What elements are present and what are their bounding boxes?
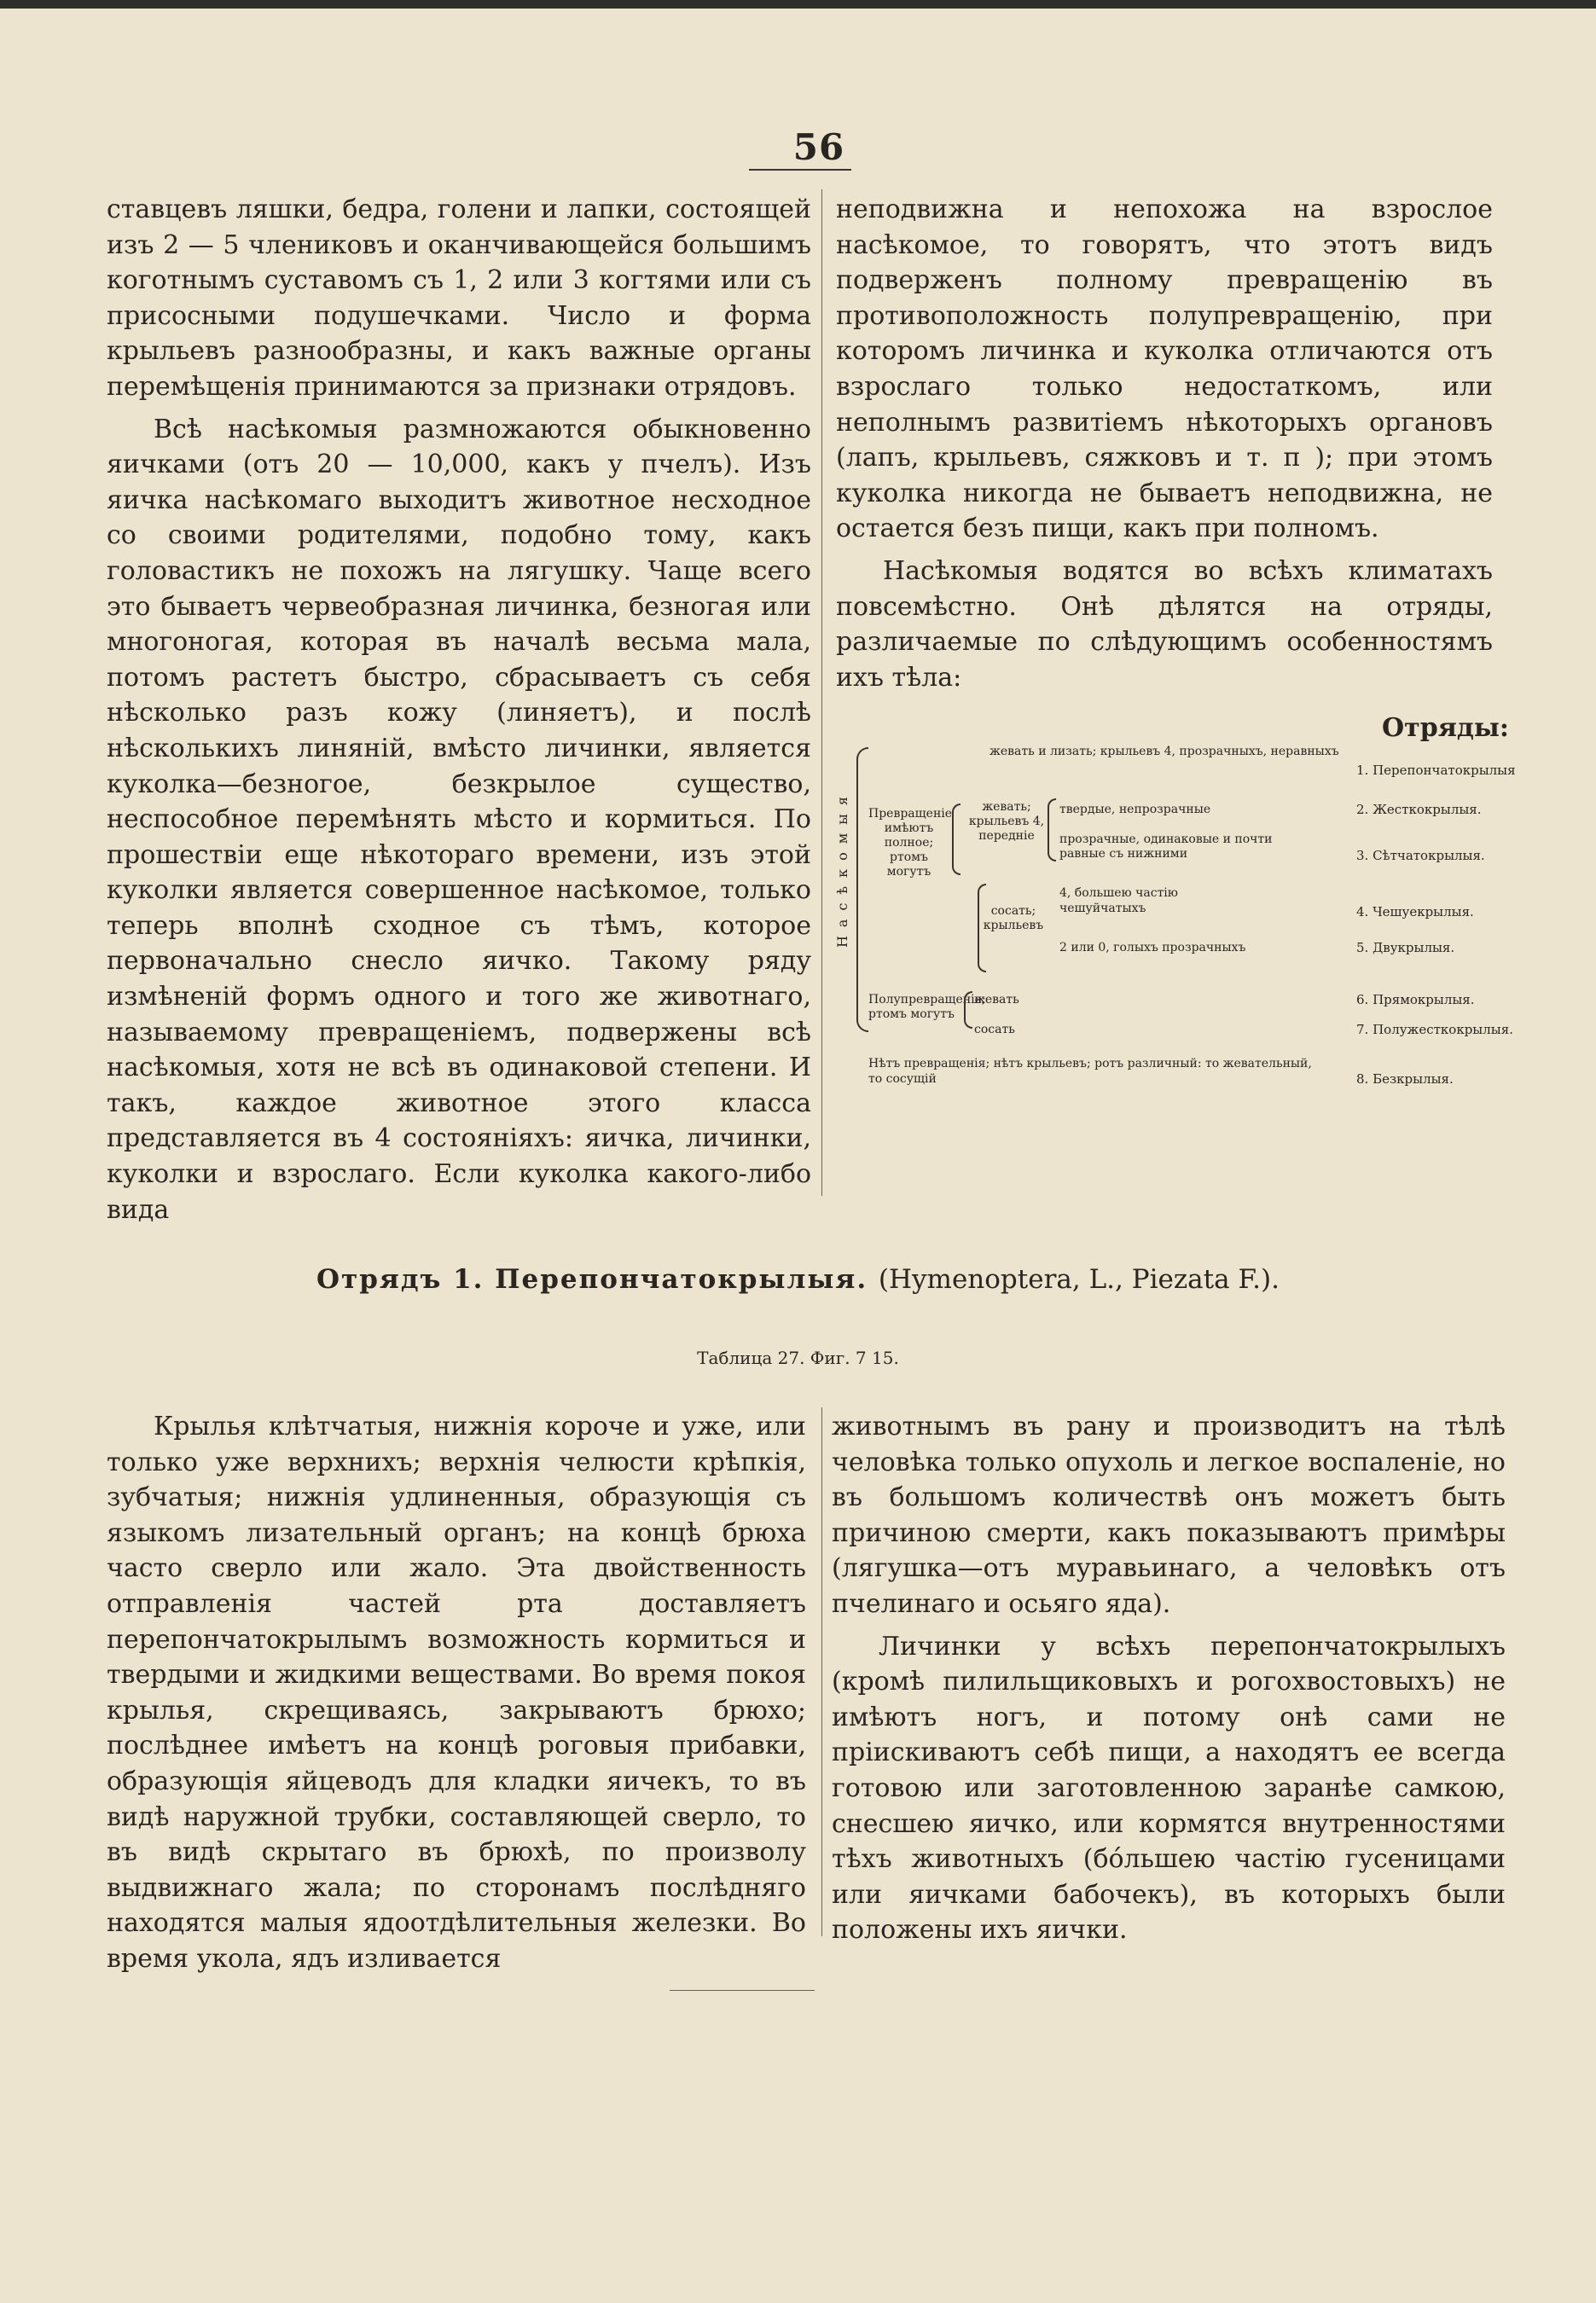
key-label-two-or-zero: 2 или 0, голыхъ прозрачныхъ: [1059, 941, 1246, 954]
top-left-column: [107, 192, 811, 1227]
page-number: 56: [792, 126, 845, 168]
brace-chew: [1048, 798, 1056, 861]
paragraph: животнымъ въ рану и производитъ на тѣлѣ человѣка только опухоль и легкое воспаленіе, но въ большомъ количествѣ онъ можетъ быть причиною смерти, какъ показываютъ примѣры (лягушка—отъ муравьинаго, а человѣкъ отъ пчелинаго и осьяго яда).: [832, 1412, 1506, 1619]
key-label-no-metamorphosis: Нѣтъ превращенія; нѣтъ крыльевъ; ротъ различный: то жевательный, то сосущій: [868, 1057, 1312, 1086]
key-label-suck: сосать; крыльевъ: [983, 904, 1044, 932]
page-number-underline: [749, 169, 851, 171]
order-1: 1. Перепончатокрылыя: [1356, 763, 1516, 778]
outer-brace: [856, 747, 868, 1032]
order-5: 5. Двукрылыя.: [1356, 940, 1455, 955]
paragraph: неподвижна и непохожа на взрослое насѣкомое, то говорятъ, что этотъ видъ подверженъ полному превращенію въ противоположность полупревращенію, при которомъ личинка и куколка отличаются отъ взрослаго только недостаткомъ, или неполнымъ развитіемъ нѣкоторыхъ органовъ (лапъ, крыльевъ, сяжковъ и т. п ); при этомъ куколка никогда не бываетъ неподвижна, не остается безъ пищи, какъ при полномъ.: [836, 194, 1493, 544]
bottom-left-column: [107, 1409, 806, 1977]
paragraph: Насѣкомыя водятся во всѣхъ климатахъ повсемѣстно. Онѣ дѣлятся на отряды, различаемые по слѣдующимъ особенностямъ ихъ тѣла:: [836, 555, 1493, 693]
key-label-scaly: 4, большею частію чешуйчатыхъ: [1059, 886, 1178, 915]
table-reference: Таблица 27. Фиг. 7 15.: [697, 1348, 899, 1368]
order-7: 7. Полужесткокрылыя.: [1356, 1022, 1513, 1037]
column-divider-top: [821, 189, 822, 1196]
key-label-suck2: сосать: [974, 1023, 1015, 1036]
order-2: 2. Жесткокрылыя.: [1356, 802, 1482, 817]
section-latin-name: (Hymenoptera, L., Piezata F.).: [878, 1264, 1280, 1295]
key-vertical-word: Насѣкомыя: [834, 788, 850, 948]
order-3: 3. Сѣтчатокрылыя.: [1356, 848, 1485, 863]
orders-key: [827, 737, 1527, 1095]
key-label-chew2: жевать: [974, 993, 1019, 1006]
order-8: 8. Безкрылыя.: [1356, 1071, 1454, 1087]
order-4: 4. Чешуекрылыя.: [1356, 904, 1474, 919]
key-label-transparent: прозрачные, одинаковые и почти равные съ нижними: [1059, 832, 1273, 861]
order-6: 6. Прямокрылыя.: [1356, 992, 1475, 1007]
key-label-hard: твердые, непрозрачные: [1059, 803, 1211, 816]
column-divider-bottom: [821, 1407, 822, 1936]
brace-incomplete: [964, 991, 972, 1029]
paragraph: Личинки у всѣхъ перепончатокрылыхъ (кромѣ пилильщиковыхъ и рогохвостовыхъ) не имѣютъ ногъ, и потому онѣ сами не пріискиваютъ себѣ пищи, а находятъ ее всегда готовою или заготовленною заранѣе самкою, снесшею яичко, или кормятся внутренностями тѣхъ животныхъ (бóльшею частію гусеницами или яичками бабочекъ), въ которыхъ были положены ихъ яички.: [832, 1631, 1506, 1946]
bottom-right-column: [832, 1409, 1506, 1948]
key-label-full-metamorphosis: Превращеніе имѣютъ полное; ртомъ могутъ: [868, 807, 953, 879]
scan-top-edge: [0, 0, 1596, 9]
key-label-chew-lick: жевать и лизать; крыльевъ 4, прозрачныхъ, неравныхъ: [990, 745, 1339, 758]
brace-full-metamorphosis: [952, 803, 961, 875]
top-right-column: [836, 192, 1493, 695]
paragraph: ставцевъ ляшки, бедра, голени и лапки, состоящей изъ 2 — 5 члениковъ и оканчивающейся большимъ коготнымъ суставомъ съ 1, 2 или 3 когтями или съ присосными подушечками. Число и форма крыльевъ разнообразны, и какъ важные органы перемѣщенія принимаются за признаки отрядовъ.: [107, 194, 811, 402]
key-label-chew: жевать;: [982, 800, 1031, 814]
section-title: Отрядъ 1. Перепончатокрылыя.: [316, 1264, 868, 1295]
paragraph: Всѣ насѣкомыя размножаются обыкновенно яичками (отъ 20 — 10,000, какъ у пчелъ). Изъ яичка насѣкомаго выходитъ животное несходное со своими родителями, подобно тому, какъ головастикъ не похожъ на лягушку. Чаще всего это бываетъ червеобразная личинка, безногая или многоногая, которая въ началѣ весьма мала, потомъ растетъ быстро, сбрасываетъ съ себя нѣсколько разъ кожу (линяетъ), и послѣ нѣсколькихъ линяній, вмѣсто личинки, является куколка—безногое, безкрылое существо, неспособное перемѣнять мѣсто и кормиться. По прошествіи еще нѣкотораго времени, изъ этой куколки является совершенное насѣкомое, только теперь вполнѣ сходное съ тѣмъ, которое первоначально снесло яичко. Такому ряду измѣненій формъ одного и того же животнаго, называемому превращеніемъ, подвержены всѣ насѣкомыя, хотя не всѣ въ одинаковой степени. И такъ, каждое животное этого класса представляется въ 4 состояніяхъ: яичка, личинки, куколки и взрослаго. Если куколка какого-либо вида: [107, 414, 811, 1225]
key-label-incomplete: Полупревращеніе; ртомъ могутъ: [868, 993, 986, 1021]
end-rule: [670, 1990, 815, 1991]
paragraph: Крылья клѣтчатыя, нижнія короче и уже, или только уже верхнихъ; верхнія челюсти крѣпкія, зубчатыя; нижнія удлиненныя, образующія съ языкомъ лизательный органъ; на концѣ брюха часто сверло или жало. Эта двойственность отправленія частей рта доставляетъ перепончатокрылымъ возможность кормиться и твердыми и жидкими веществами. Во время покоя крылья, скрещиваясь, закрываютъ брюхо; послѣднее имѣетъ на концѣ роговыя прибавки, образующія яйцеводъ для кладки яичекъ, то въ видѣ наружной трубки, составляющей сверло, то въ видѣ скрытаго въ брюхѣ, по произволу выдвижнаго жала; по сторонамъ послѣдняго находятся малыя ядоотдѣлительныя железки. Во время укола, ядъ изливается: [107, 1412, 806, 1974]
brace-suck: [978, 884, 986, 972]
orders-key-title: Отряды:: [1382, 713, 1510, 743]
key-label-wings-4: крыльевъ 4, передніе: [968, 815, 1045, 843]
section-heading: [0, 1264, 1596, 1295]
